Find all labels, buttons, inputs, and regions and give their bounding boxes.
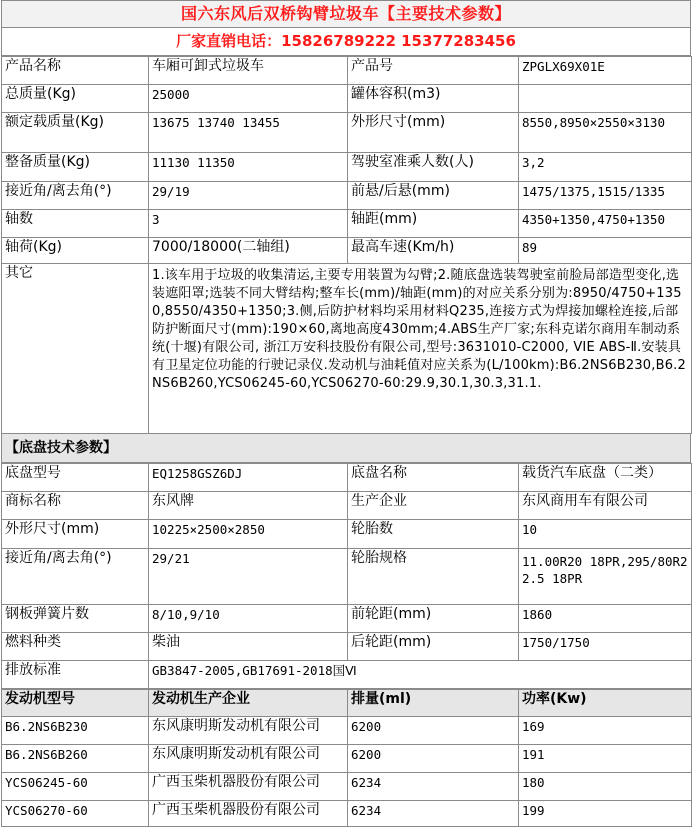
engine-displacement: 6200 — [348, 717, 519, 745]
engine-power: 169 — [519, 717, 692, 745]
engine-displacement: 6234 — [348, 773, 519, 801]
engine-maker: 东风康明斯发动机有限公司 — [149, 745, 348, 773]
engine-maker: 广西玉柴机器股份有限公司 — [149, 773, 348, 801]
spec-value: 1750/1750 — [519, 633, 692, 661]
spec-label: 底盘型号 — [2, 464, 149, 492]
spec-value: 东风商用车有限公司 — [519, 492, 692, 520]
engine-model: B6.2NS6B230 — [2, 717, 149, 745]
spec-value: 车厢可卸式垃圾车 — [149, 57, 348, 85]
chassis-spec-table — [1, 463, 692, 689]
spec-value: 4350+1350,4750+1350 — [519, 210, 692, 238]
table-row — [2, 153, 692, 182]
table-row — [2, 57, 692, 85]
page-title: 国六东风后双桥钩臂垃圾车【主要技术参数】 — [1, 0, 691, 27]
table-row — [2, 549, 692, 605]
column-header: 发动机型号 — [2, 690, 149, 717]
column-header: 发动机生产企业 — [149, 690, 348, 717]
table-row — [2, 492, 692, 520]
spec-label: 接近角/离去角(°) — [2, 549, 149, 605]
spec-label: 外形尺寸(mm) — [348, 113, 519, 153]
spec-label: 接近角/离去角(°) — [2, 182, 149, 210]
spec-label: 总质量(Kg) — [2, 85, 149, 113]
spec-label: 额定载质量(Kg) — [2, 113, 149, 153]
spec-label: 轴荷(Kg) — [2, 238, 149, 264]
engine-power: 191 — [519, 745, 692, 773]
spec-label: 燃料种类 — [2, 633, 149, 661]
emission-standard-value: GB3847-2005,GB17691-2018国Ⅵ — [149, 661, 692, 689]
spec-value: 25000 — [149, 85, 348, 113]
spec-label: 轮胎规格 — [348, 549, 519, 605]
spec-label: 轴距(mm) — [348, 210, 519, 238]
table-row — [2, 717, 692, 745]
engine-displacement: 6234 — [348, 801, 519, 827]
table-row — [2, 773, 692, 801]
spec-label: 商标名称 — [2, 492, 149, 520]
spec-value: 29/19 — [149, 182, 348, 210]
spec-value: 10225×2500×2850 — [149, 520, 348, 549]
spec-label: 前轮距(mm) — [348, 605, 519, 633]
spec-label: 轮胎数 — [348, 520, 519, 549]
spec-value: 89 — [519, 238, 692, 264]
spec-value: EQ1258GSZ6DJ — [149, 464, 348, 492]
spec-sheet — [1, 0, 691, 827]
spec-label: 其它 — [2, 264, 149, 434]
spec-label: 后轮距(mm) — [348, 633, 519, 661]
sales-phone: 厂家直销电话：15826789222 15377283456 — [1, 27, 691, 56]
other-notes: 1.该车用于垃圾的收集清运,主要专用装置为勾臂;2.随底盘选装驾驶室前脸局部造型变化,选装遮阳罩;选装不同大臂结构;整车长(mm)/轴距(mm)的对应关系分别为:8950/4750+1350,8550/4350+1350;3.侧,后防护材料均采用材料Q235,连接方式为焊接加螺栓连接,后部防护断面尺寸(mm):190×60,离地高度430mm;4.ABS生产厂家;东科克诺尔商用车制动系统(十堰)有限公司, 浙江万安科技股份有限公司,型号:3631010-C2000, VIE ABS-Ⅱ.安装具有卫星定位功能的行驶记录仪.发动机与油耗值对应关系为(L/100km):B6.2NS6B230,B6.2NS6B260,YCS06245-60,YCS06270-60:29.9,30.1,30.3,31.1. — [149, 264, 692, 434]
spec-label: 整备质量(Kg) — [2, 153, 149, 182]
spec-label: 生产企业 — [348, 492, 519, 520]
table-row — [2, 745, 692, 773]
spec-label: 前悬/后悬(mm) — [348, 182, 519, 210]
spec-value: 3 — [149, 210, 348, 238]
table-row — [2, 210, 692, 238]
spec-value: 8550,8950×2550×3130 — [519, 113, 692, 153]
table-row — [2, 464, 692, 492]
engine-power: 180 — [519, 773, 692, 801]
spec-label: 产品名称 — [2, 57, 149, 85]
table-row — [2, 264, 692, 434]
spec-label: 最高车速(Km/h) — [348, 238, 519, 264]
spec-value: 东风牌 — [149, 492, 348, 520]
engine-model: YCS06245-60 — [2, 773, 149, 801]
engine-model: B6.2NS6B260 — [2, 745, 149, 773]
engine-maker: 广西玉柴机器股份有限公司 — [149, 801, 348, 827]
chassis-section-title: 【底盘技术参数】 — [1, 434, 691, 463]
spec-value: 8/10,9/10 — [149, 605, 348, 633]
spec-label: 排放标准 — [2, 661, 149, 689]
table-row — [2, 85, 692, 113]
spec-value: 柴油 — [149, 633, 348, 661]
spec-value: 3,2 — [519, 153, 692, 182]
engine-header-row — [2, 690, 692, 717]
spec-value: 载货汽车底盘（二类） — [519, 464, 692, 492]
spec-value: 11130 11350 — [149, 153, 348, 182]
column-header: 功率(Kw) — [519, 690, 692, 717]
spec-label: 罐体容积(m3) — [348, 85, 519, 113]
spec-value — [519, 85, 692, 113]
spec-label: 钢板弹簧片数 — [2, 605, 149, 633]
engine-table — [1, 689, 692, 827]
table-row — [2, 801, 692, 827]
spec-value: ZPGLX69X01E — [519, 57, 692, 85]
table-row — [2, 520, 692, 549]
engine-model: YCS06270-60 — [2, 801, 149, 827]
spec-value: 10 — [519, 520, 692, 549]
column-header: 排量(ml) — [348, 690, 519, 717]
table-row — [2, 238, 692, 264]
engine-power: 199 — [519, 801, 692, 827]
engine-displacement: 6200 — [348, 745, 519, 773]
spec-label: 产品号 — [348, 57, 519, 85]
spec-value: 11.00R20 18PR,295/80R22.5 18PR — [519, 549, 692, 605]
spec-value: 1860 — [519, 605, 692, 633]
spec-label: 外形尺寸(mm) — [2, 520, 149, 549]
spec-label: 底盘名称 — [348, 464, 519, 492]
spec-value: 7000/18000(二轴组) — [149, 238, 348, 264]
spec-label: 轴数 — [2, 210, 149, 238]
table-row — [2, 113, 692, 153]
spec-value: 13675 13740 13455 — [149, 113, 348, 153]
table-row — [2, 633, 692, 661]
main-spec-table — [1, 56, 692, 434]
table-row — [2, 661, 692, 689]
table-row — [2, 182, 692, 210]
engine-maker: 东风康明斯发动机有限公司 — [149, 717, 348, 745]
spec-label: 驾驶室准乘人数(人) — [348, 153, 519, 182]
spec-value: 1475/1375,1515/1335 — [519, 182, 692, 210]
spec-value: 29/21 — [149, 549, 348, 605]
table-row — [2, 605, 692, 633]
